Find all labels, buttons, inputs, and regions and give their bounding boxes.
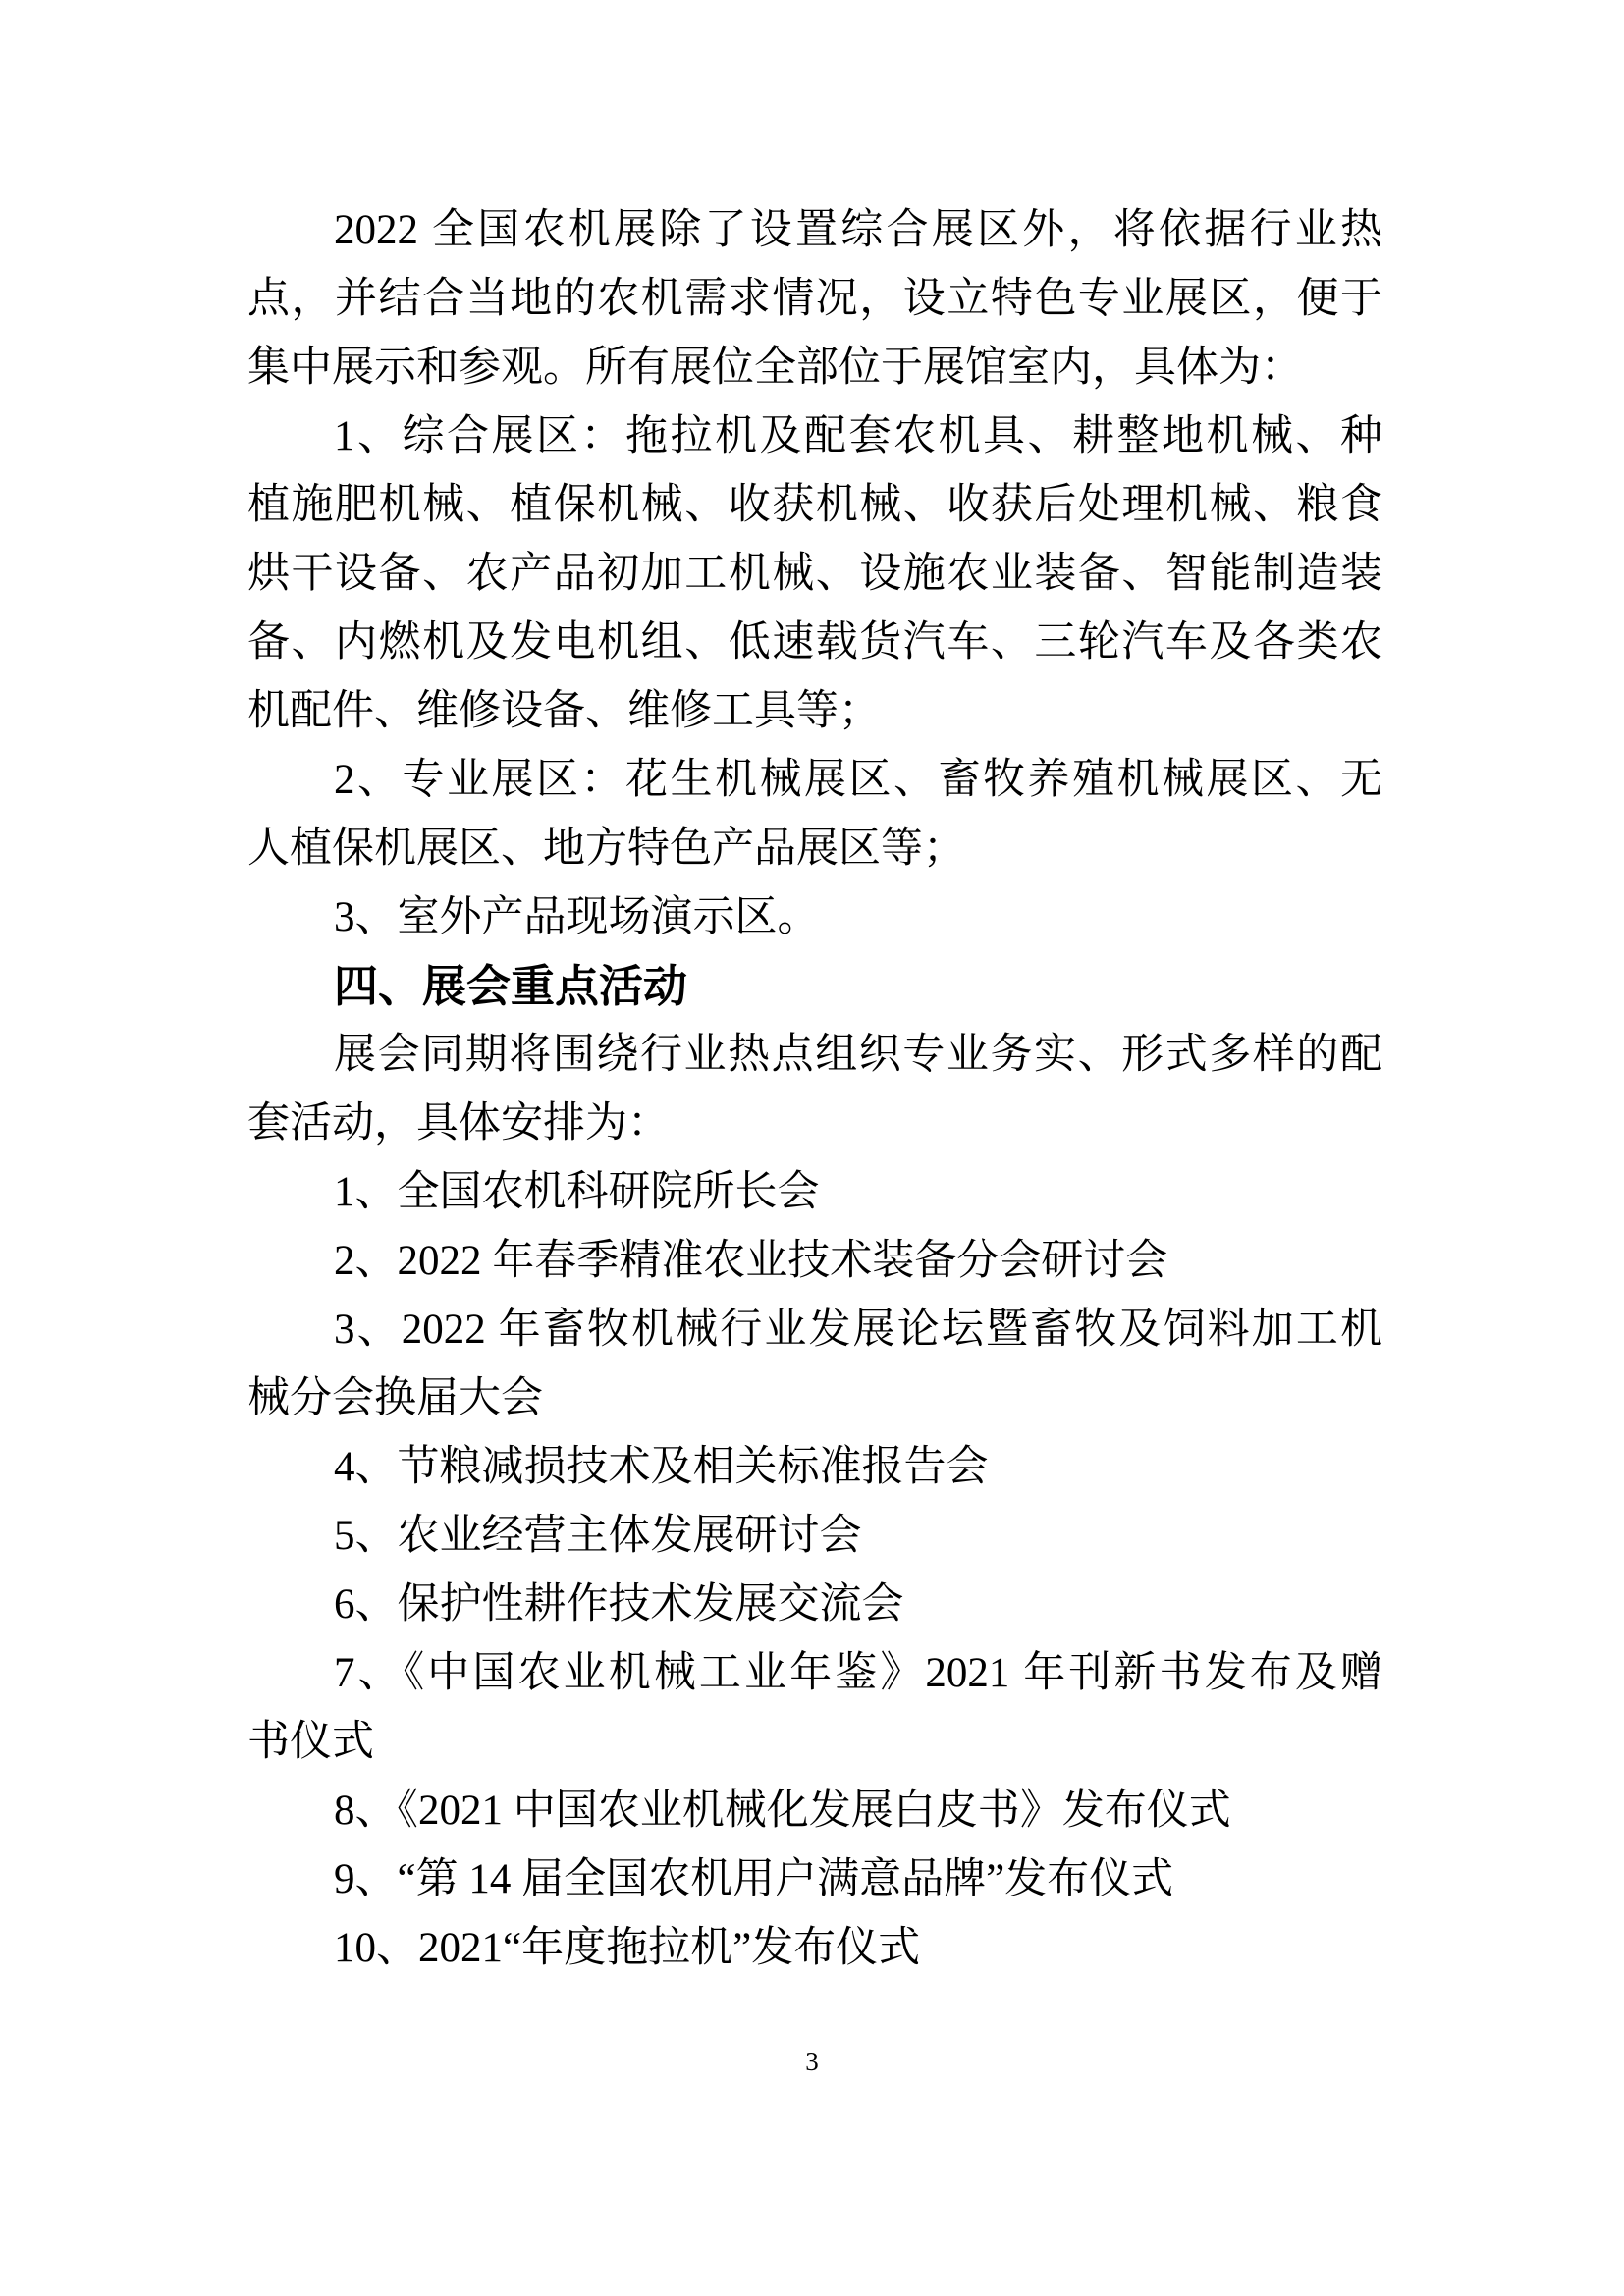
page-number: 3 (805, 2047, 819, 2076)
text-line: 2、专业展区：花生机械展区、畜牧养殖机械展区、无 (334, 757, 1382, 803)
text-body (247, 196, 1382, 1983)
text-line: 9、“第 14 届全国农机用户满意品牌”发布仪式 (334, 1856, 1174, 1902)
text-line: 1、全国农机科研院所长会 (334, 1169, 820, 1215)
text-line: 人植保机展区、地方特色产品展区等； (247, 826, 965, 872)
text-line: 4、节粮减损技术及相关标准报告会 (334, 1444, 989, 1490)
text-line: 植施肥机械、植保机械、收获机械、收获后处理机械、粮食 (247, 482, 1382, 528)
text-line: 10、2021“年度拖拉机”发布仪式 (334, 1925, 921, 1971)
text-line: 书仪式 (247, 1719, 374, 1765)
text-line: 3、室外产品现场演示区。 (334, 894, 820, 940)
text-line: 集中展示和参观。所有展位全部位于展馆室内，具体为： (247, 345, 1303, 391)
text-line: 2、2022 年春季精准农业技术装备分会研讨会 (334, 1238, 1168, 1284)
text-line: 械分会换届大会 (247, 1375, 543, 1421)
text-line: 8、《2021 中国农业机械化发展白皮书》发布仪式 (334, 1788, 1231, 1834)
text-line: 套活动，具体安排为： (247, 1100, 670, 1147)
text-line: 6、保护性耕作技术发展交流会 (334, 1581, 904, 1628)
text-line: 机配件、维修设备、维修工具等； (247, 688, 881, 734)
text-line: 2022 全国农机展除了设置综合展区外，将依据行业热 (334, 207, 1382, 253)
text-line: 点，并结合当地的农机需求情况，设立特色专业展区，便于 (247, 276, 1382, 322)
text-line: 展会同期将围绕行业热点组织专业务实、形式多样的配 (334, 1032, 1382, 1078)
text-line: 7、《中国农业机械工业年鉴》2021 年刊新书发布及赠 (334, 1650, 1382, 1696)
text-line: 备、内燃机及发电机组、低速载货汽车、三轮汽车及各类农 (247, 619, 1382, 666)
text-line: 5、农业经营主体发展研讨会 (334, 1513, 862, 1559)
text-line: 烘干设备、农产品初加工机械、设施农业装备、智能制造装 (247, 551, 1382, 597)
text-line: 1、综合展区：拖拉机及配套农机具、耕整地机械、种 (334, 413, 1382, 459)
text-line: 3、2022 年畜牧机械行业发展论坛暨畜牧及饲料加工机 (334, 1307, 1382, 1353)
section-heading: 四、展会重点活动 (334, 961, 688, 1011)
